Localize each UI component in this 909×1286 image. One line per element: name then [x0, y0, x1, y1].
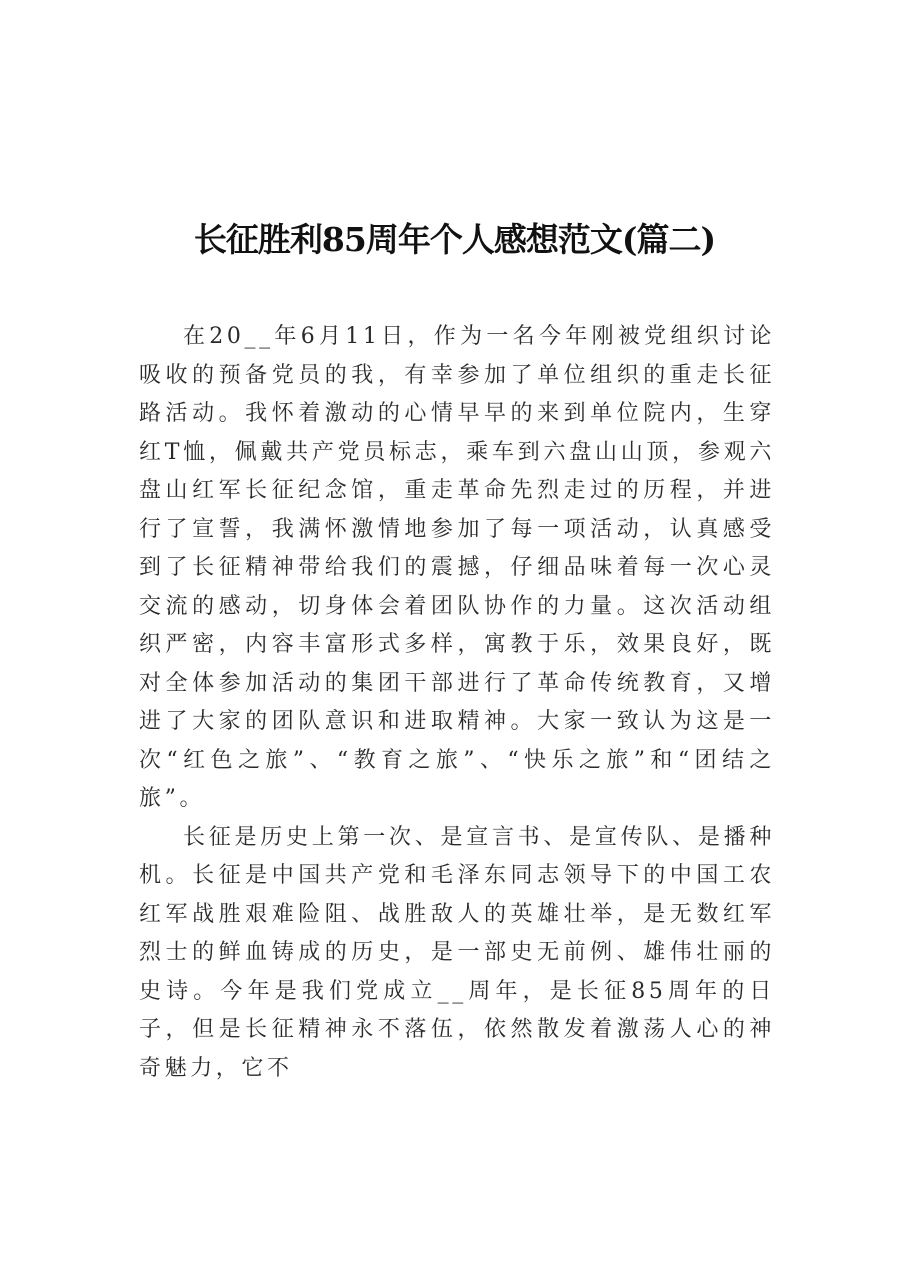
document-title: 长征胜利85周年个人感想范文(篇二) — [193, 220, 716, 259]
paragraph: 在20__年6月11日，作为一名今年刚被党组织讨论吸收的预备党员的我，有幸参加了单位组织的重走长征路活动。我怀着激动的心情早早的来到单位院内，生穿红T恤，佩戴共产党员标志，乘车到六盘山山顶，参观六盘山红军长征纪念馆，重走革命先烈走过的历程，并进行了宣誓，我满怀激情地参加了每一项活动，认真感受到了长征精神带给我们的震撼，仔细品味着每一次心灵交流的感动，切身体会着团队协作的力量。这次活动组织严密，内容丰富形式多样，寓教于乐，效果良好，既对全体参加活动的集团干部进行了革命传统教育，又增进了大家的团队意识和进取精神。大家一致认为这是一次“红色之旅”、“教育之旅”、“快乐之旅”和“团结之旅”。 — [139, 324, 775, 811]
document-body — [139, 318, 775, 1088]
paragraph: 长征是历史上第一次、是宣言书、是宣传队、是播种机。长征是中国共产党和毛泽东同志领导下的中国工农红军战胜艰难险阻、战胜敌人的英雄壮举，是无数红军烈士的鲜血铸成的历史，是一部史无前例、雄伟壮丽的史诗。今年是我们党成立__周年，是长征85周年的日子，但是长征精神永不落伍，依然散发着激荡人心的神奇魅力，它不 — [139, 824, 775, 1081]
